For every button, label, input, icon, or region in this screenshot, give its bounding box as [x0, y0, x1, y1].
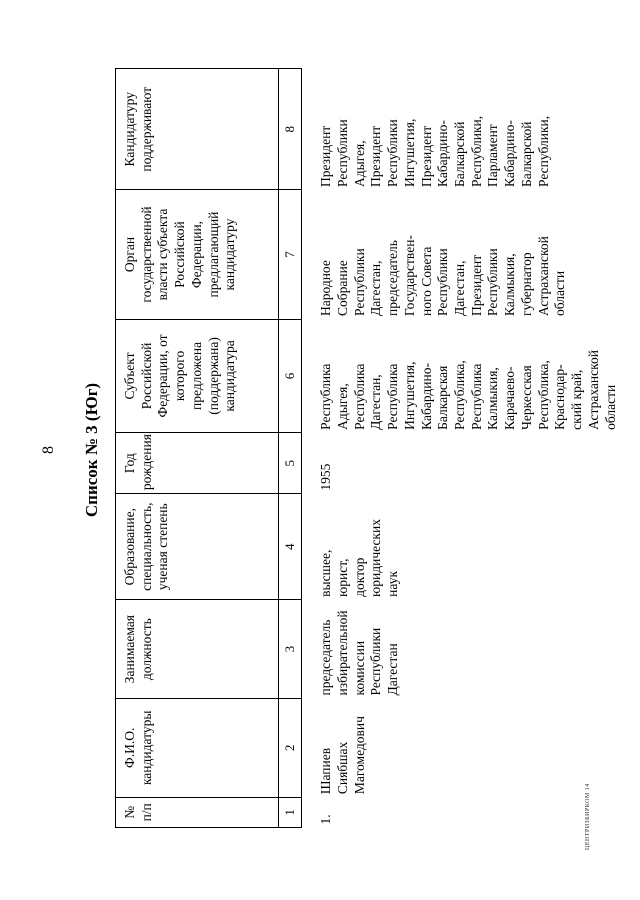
cell-line: Государствен-	[401, 235, 417, 317]
cell-line: наук	[385, 570, 401, 597]
document-page	[40, 40, 618, 860]
table-row	[302, 69, 620, 828]
cell-line: Кабардино-	[418, 363, 434, 430]
cell-line: Парламент	[485, 124, 501, 187]
header-name: Ф.И.О. кандидатуры	[116, 698, 279, 797]
cell-line: Республики	[368, 627, 384, 696]
cell-line: Балкарская	[435, 365, 451, 430]
cell-line: Президент	[418, 125, 434, 187]
cell-line: Президент	[318, 125, 334, 187]
header-organ: Орган государственной власти субъекта Российской Федерации, предлагающий кандидатуру	[116, 190, 279, 319]
cell-line: Республика,	[535, 360, 551, 430]
cell-line: Сиябшах	[334, 741, 350, 795]
cell-line: Республика	[318, 363, 334, 430]
cell-line: Республики	[351, 248, 367, 317]
cell-line: Республика	[385, 363, 401, 430]
cell-line: Астраханской	[585, 350, 601, 430]
cell-line: Республика	[351, 363, 367, 430]
cell-line: 1955	[318, 463, 334, 491]
cell-line: Дагестан,	[368, 374, 384, 430]
cell-supporters	[302, 69, 620, 191]
column-index: 8	[279, 69, 302, 191]
candidates-table	[115, 68, 619, 828]
cell-line: Дагестан,	[451, 260, 467, 317]
cell-education	[302, 494, 620, 600]
column-index: 1	[279, 797, 302, 827]
cell-line: Балкарской	[518, 121, 534, 187]
header-position: Занимаемая должность	[116, 600, 279, 699]
column-index: 6	[279, 319, 302, 433]
cell-num: 1.	[318, 814, 334, 825]
column-index: 7	[279, 190, 302, 319]
cell-line: Адыгея,	[351, 140, 367, 187]
cell-line: области	[602, 384, 618, 430]
cell-line: Кабардино-	[435, 120, 451, 187]
header-birth-year: Год рождения	[116, 433, 279, 494]
cell-line: Карачаево-	[502, 366, 518, 430]
cell-line: Калмыкия,	[485, 367, 501, 430]
cell-line: доктор	[351, 557, 367, 597]
cell-position	[302, 600, 620, 699]
cell-birth-year	[302, 433, 620, 494]
column-index: 4	[279, 494, 302, 600]
header-education: Образование, специальность, ученая степень	[116, 494, 279, 600]
cell-line: области	[552, 270, 568, 317]
list-title: Список № 3 (Юг)	[82, 382, 101, 518]
cell-line: председатель	[385, 240, 401, 317]
cell-line: Республики	[385, 119, 401, 187]
cell-line: Балкарской	[451, 121, 467, 187]
cell-line: ного Совета	[418, 246, 434, 317]
header-subject: Субъект Российской Федерации, от которого предложена (поддержана) кандидатура	[116, 319, 279, 433]
cell-line: Черкесская	[518, 365, 534, 430]
cell-name	[302, 698, 620, 797]
page-number: 8	[40, 446, 57, 454]
cell-line: Республика,	[451, 360, 467, 430]
cell-line: Президент	[368, 125, 384, 187]
header-num: № п/п	[116, 797, 279, 827]
header-supporters: Кандидатуру поддерживают	[116, 69, 279, 191]
cell-line: Дагестан	[385, 643, 401, 696]
cell-line: Ингушетия,	[401, 361, 417, 430]
cell-line: губернатор	[518, 252, 534, 317]
cell-line: высшее,	[318, 549, 334, 597]
cell-line: Республики	[435, 248, 451, 317]
cell-line: комиссии	[351, 640, 367, 696]
cell-line: юридических	[368, 519, 384, 597]
cell-line: председатель	[318, 619, 334, 696]
cell-line: Республики	[485, 248, 501, 317]
column-index: 3	[279, 600, 302, 699]
cell-line: Краснодар-	[552, 364, 568, 430]
cell-line: избирательной	[334, 610, 350, 696]
cell-line: Адыгея,	[334, 383, 350, 430]
column-index: 5	[279, 433, 302, 494]
footer-mark: ЦЕНТРИЗБИРКОМ 14	[585, 783, 591, 850]
cell-line: ский край,	[569, 369, 585, 430]
cell-line: Магомедович	[351, 716, 367, 795]
cell-line: Республики,	[535, 115, 551, 187]
cell-line: Президент	[468, 254, 484, 317]
cell-organ	[302, 190, 620, 319]
cell-line: Кабардино-	[502, 120, 518, 187]
cell-line: Калмыкия,	[502, 253, 518, 317]
cell-line: Астраханской	[535, 236, 551, 317]
cell-subject	[302, 319, 620, 433]
cell-line: юрист,	[334, 558, 350, 597]
cell-line: Ингушетия,	[401, 118, 417, 187]
cell-line: Шапиев	[318, 747, 334, 795]
cell-line: Собрание	[334, 260, 350, 317]
cell-line: Народное	[318, 260, 334, 317]
cell-line: Дагестан,	[368, 260, 384, 317]
cell-line: Республики	[334, 119, 350, 187]
cell-line: Республика	[468, 363, 484, 430]
column-index: 2	[279, 698, 302, 797]
cell-line: Республики,	[468, 115, 484, 187]
